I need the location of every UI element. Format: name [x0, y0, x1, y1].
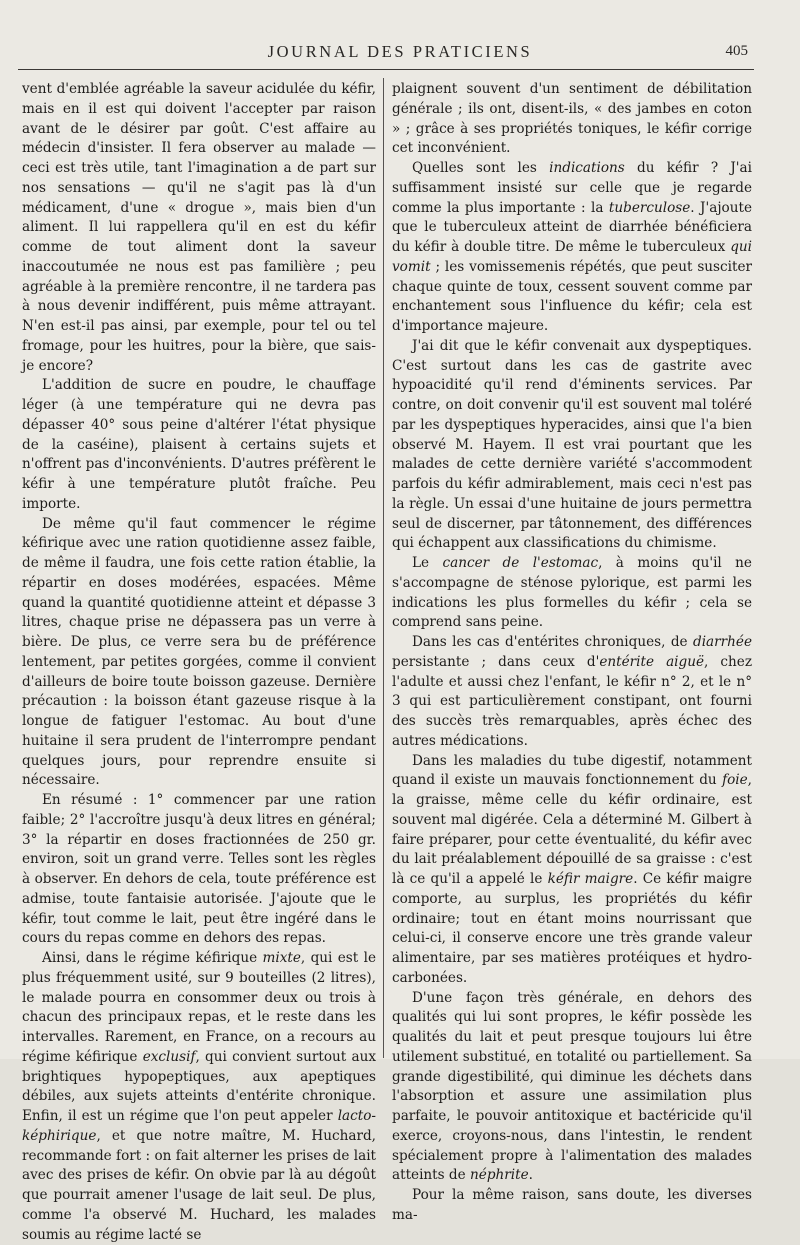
- text-run: , chez l'adulte et aussi chez l'enfant, le kéfir n° 2, et le n° 3 qui est particulièrement constipant, ont fourni des succès très remarquables, après échec des autres médications.: [392, 653, 753, 749]
- italic-term: lacto-képhirique: [22, 1108, 376, 1144]
- journal-title: JOURNAL DES PRATICIENS: [267, 42, 533, 61]
- italic-term: diarrhée: [693, 634, 752, 650]
- left-column: [22, 80, 376, 1243]
- italic-term: exclusif: [142, 1048, 196, 1065]
- text-run: De même qu'il faut commencer le régime kéfirique avec une ration quotidienne assez faible, de même il faudra, une fois cette ration établie, la répartir en doses modérées, espacées. Même quand la quantité quotidienne atteint et dépasse 3 litres, chaque prise ne dépassera pas un verre à bière. De plus, ce verre sera bu de préférence lentement, par petites gorgées, comme il convient d'ailleurs de boire toute boisson gazeuse. Dernière précaution : la boisson étant gazeuse risque à la longue de fatiguer l'estomac. Au bout d'une huitaine il sera prudent de l'interrompre pendant quelques jours, pour reprendre ensuite si nécessaire.: [22, 515, 376, 789]
- left-paragraph-2: [22, 376, 376, 514]
- text-run: Ainsi, dans le régime kéfirique: [42, 950, 263, 966]
- header-rule: [18, 69, 754, 70]
- text-run: , qui convient surtout aux brightiques hypopeptiques, aux apeptiques débiles, aux sujets atteints d'entérite chronique. Enfin, il est un régime que l'on peut appeler: [22, 1048, 376, 1124]
- right-paragraph-1: [392, 80, 752, 159]
- text-run: Quelles sont les: [412, 160, 550, 176]
- italic-term: entérite aiguë: [599, 653, 705, 670]
- left-paragraph-3: [22, 515, 376, 792]
- right-column: [392, 80, 753, 1223]
- text-run: , la graisse, même celle du kéfir ordinaire, est souvent mal digérée. Cela a déterminé M. Gilbert à faire préparer, pour cette éventualité, du kéfir avec du lait préalablement dépouillé de sa graisse : c'est là ce qu'il a appelé le: [392, 772, 752, 887]
- italic-term: indications: [549, 160, 625, 176]
- text-run: Dans les cas d'entérites chroniques, de: [412, 634, 693, 650]
- column-divider: [383, 78, 384, 1058]
- italic-term: qui vomit: [392, 239, 752, 275]
- text-run: , et que notre maître, M. Huchard, recommande fort : on fait alterner les prises de lait avec des prises de kéfir. On obvie par là au dégoût que pourrait amener l'usage de lait seul. De plus, comme l'a observé M. Huchard, les malades soumis au régime lacté se: [22, 1127, 376, 1243]
- right-paragraph-8: [392, 1186, 752, 1226]
- text-run: , à moins qu'il ne s'accompagne de sténose pylorique, est parmi les indications les plus formelles du kéfir ; cela se comprend sans peine.: [392, 555, 752, 631]
- text-run: .: [528, 1167, 533, 1184]
- italic-term: néphrite: [470, 1167, 529, 1184]
- right-paragraph-3: [392, 337, 752, 554]
- text-run: , qui est le plus fréquemment usité, sur 9 bouteilles (2 litres), le malade pourra en consommer deux ou trois à chacun des principaux repas, et le reste dans les intervalles. Rarement, en France, on a recours au régime kéfirique: [22, 950, 376, 1065]
- text-run: ; les vomissemenis répétés, que peut susciter chaque quinte de toux, cessent souvent comme par enchantement sous l'influence du kéfir; cela est d'importance majeure.: [392, 258, 752, 334]
- right-paragraph-7: [392, 989, 752, 1187]
- left-paragraph-5: [22, 949, 376, 1245]
- text-run: J'ai dit que le kéfir convenait aux dyspeptiques. C'est surtout dans les cas de gastrite avec hypoacidité qu'il rend d'éminents services. Par contre, on doit convenir qu'il est souvent mal toléré par les dyspeptiques hyperacides, ainsi que l'a bien observé M. Hayem. Il est vrai pourtant que les malades de cette dernière variété s'accommodent parfois du kéfir admirablement, mais ceci n'est pas la règle. Un essai d'une huitaine de jours permettra seul de discerner, par tâtonnement, des différences qui échappent aux classifications du chimisme.: [392, 337, 752, 552]
- text-run: du kéfir ? J'ai suffisamment insisté sur celle que je regarde comme la plus importante : la: [392, 160, 752, 216]
- italic-term: mixte: [262, 950, 301, 966]
- right-paragraph-2: [392, 159, 752, 337]
- text-run: D'une façon très générale, en dehors des qualités qui lui sont propres, le kéfir possède les qualités du lait et peut presque toujours lui être utilement substitué, en totalité ou partiellement. Sa grande digestibilité, qui diminue les déchets dans l'absorption et assure une assimilation plus parfaite, le pouvoir antitoxique et bactéricide qu'il exerce, croyons-nous, dans l'intestin, le rendent spécialement propre à l'alimentation des malades atteints de: [392, 989, 752, 1184]
- italic-term: tuberculose: [608, 199, 691, 216]
- text-run: vent d'emblée agréable la saveur acidulée du kéfir, mais en il est qui doivent l'accepter par raison avant de le désirer par goût. C'est affaire au médecin d'insister. Il fera observer au malade — ceci est très utile, tant l'imagination a de part sur nos sensations — qu'il ne s'agit pas là d'un médicament, d'une « drogue », mais bien d'un aliment. Il lui rappellera qu'il en est du kéfir comme de tout aliment dont la saveur inaccoutumée ne nous est pas familière ; peu agréable à la première rencontre, il ne tardera pas à nous devenir indifférent, puis même attrayant. N'en est-il pas ainsi, par exemple, pour tel ou tel fromage, pour les huitres, pour la bière, que sais-je encore?: [22, 81, 376, 374]
- text-run: persistante ; dans ceux d': [392, 653, 600, 670]
- italic-term: cancer de l'estomac: [442, 555, 599, 571]
- text-run: . J'ajoute que le tuberculeux atteint de diarrhée bénéficiera du kéfir à double titre. De même le tuberculeux: [392, 199, 752, 255]
- right-paragraph-4: [392, 554, 752, 633]
- page-header: [0, 38, 800, 68]
- text-run: L'addition de sucre en poudre, le chauffage léger (à une température qui ne devra pas dépasser 40° sous peine d'altérer l'état physique de la caséine), plaisent à certains sujets et n'offrent pas d'inconvénients. D'autres préfèrent le kéfir à une température plutôt fraîche. Peu importe.: [22, 377, 376, 512]
- text-run: Dans les maladies du tube digestif, notamment quand il existe un mauvais fonctionnement du: [392, 752, 752, 789]
- right-paragraph-5: [392, 633, 752, 752]
- left-paragraph-1: [22, 80, 376, 376]
- text-run: Pour la même raison, sans doute, les diverses ma-: [392, 1187, 752, 1223]
- right-paragraph-6: [392, 752, 752, 989]
- text-run: Le: [412, 555, 443, 571]
- text-run: plaignent souvent d'un sentiment de débilitation générale ; ils ont, disent-ils, « des jambes en coton » ; grâce à ses propriétés toniques, le kéfir corrige cet inconvénient.: [392, 81, 752, 157]
- page-number: 405: [725, 43, 748, 59]
- italic-term: kéfir maigre: [547, 871, 634, 887]
- italic-term: foie: [722, 772, 748, 789]
- left-paragraph-4: [22, 791, 376, 949]
- text-run: En résumé : 1° commencer par une ration faible; 2° l'accroître jusqu'à deux litres en général; 3° la répartir en doses fractionnées de 250 gr. environ, soit un grand verre. Telles sont les règles à observer. En dehors de cela, toute préférence est admise, toute fantaisie autorisée. J'ajoute que le kéfir, tout comme le lait, peut être ingéré dans le cours du repas comme en dehors des repas.: [22, 792, 376, 947]
- text-run: . Ce kéfir maigre comporte, au surplus, les propriétés du kéfir ordinaire; tout en étant moins nourrissant que celui-ci, il conserve encore une très grande valeur alimentaire, par ses matières protéiques et hydro-carbonées.: [392, 871, 752, 986]
